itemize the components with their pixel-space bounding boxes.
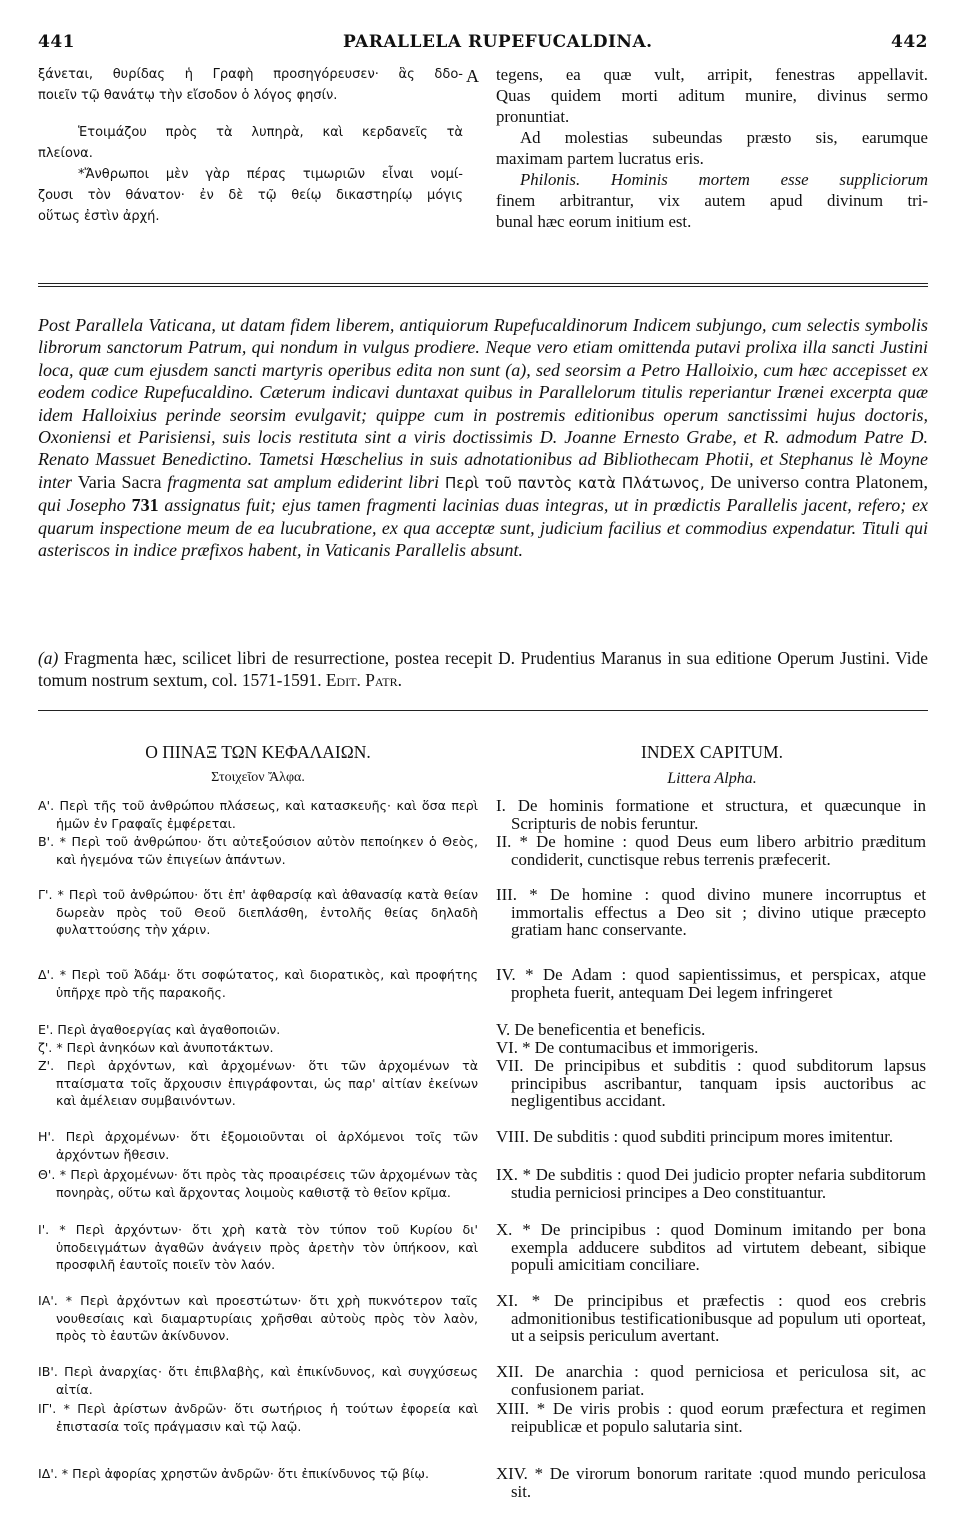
greek-index-heading: Ο ΠΙΝΑΞ ΤΩΝ ΚΕΦΑΛΑΙΩΝ.: [145, 742, 371, 762]
latin-index-entry: IV. * De Adam : quod sapientissimus, et perspicax, atque propheta fuerit, antequam Dei legem infringeret: [496, 965, 926, 1002]
latin-index-entry: II. * De homine : quod Deus eum libero arbitrio præditum condiderit, cunctisque rebus terrenis præfecerit.: [496, 832, 926, 869]
latin-line: Ad molestias subeundas præsto sis, earumque: [520, 128, 928, 147]
greek-index-entry: ζ'. * Περὶ ἀνηκόων καὶ ἀνυποτάκτων.: [38, 1040, 274, 1055]
latin-index-entry: XIII. * De viris probis : quod eorum præfectura et regimen reipublicæ et populo salutaria sint.: [496, 1399, 926, 1436]
margin-marker-a: A: [466, 66, 479, 86]
greek-line: ξάνεται, θυρίδας ἡ Γραφὴ προσηγόρευσεν· ἃς δδο-: [38, 67, 463, 82]
intro-paragraph: [38, 314, 928, 561]
latin-line: [496, 169, 928, 190]
latin-index-entry: I. De hominis formatione et structura, et quæcunque in Scripturis de nobis feruntur.: [496, 796, 926, 833]
greek-index-entry: Δ'. * Περὶ τοῦ Ἀδάμ· ὅτι σοφώτατος, καὶ διορατικὸς, καὶ προφήτης ὑπῆρχε πρὸ τῆς παρακοῆς.: [38, 967, 478, 1000]
intro-text-1: Post Parallela Vaticana, ut datam fidem liberem, antiquiorum Rupefucaldinorum Indicem subjungo, cum selectis symbolis librorum sanctorum Patrum, qui nondum in vulgus prodiere. Neque vero etiam omittenda putavi prolixa illa sancti Justini loca, quæ cum ejusdem sancti martyris operibus edita non sunt (a), sed seorsim a Petro Halloixio, cum hæc accepisset ex eodem codice Rupefucaldino. Cæterum indicavi duntaxat quibus in Parallelorum titulis reperiantur Irænei excerpta quæ idem Halloixius perinde seorsim evulgavit; quippe cum in postremis editionibus operum sanctissimi hujus doctoris, Oxoniensi et Parisiensi, suis locis restituta sint a viris doctissimis D. Joanne Ernesto Grabe, et R. admodum Patre D. Renato Massuet Benedictino. Tametsi Hœschelius in suis adnotationibus ad Bibliothecam Photii, et Stephanus lè Moyne inter: [38, 315, 928, 492]
greek-line: οὕτως ἐστὶν ἀρχή.: [38, 209, 160, 224]
latin-index-entry: X. * De principibus : quod Dominum imitando per bona exempla adducere subditos ad virtutem debeant, sibique populi amicitiam conciliare.: [496, 1220, 926, 1275]
greek-index-entry: Ι'. * Περὶ ἀρχόντων· ὅτι χρὴ κατὰ τὸν τύπον τοῦ Κυρίου δι' ὑποδειγμάτων ἀγαθῶν ἀνάγειν πρὸς ἀρετὴν τὸν ὑπήκοον, καὶ προσφιλῆ ἑαυτοῖς ποιεῖν τὸν λαόν.: [38, 1222, 478, 1273]
greek-index-entry: Α'. Περὶ τῆς τοῦ ἀνθρώπου πλάσεως, καὶ κατασκευῆς· καὶ ὅσα περὶ ἡμῶν ἐν Γραφαῖς ἐμφέρεται.: [38, 798, 478, 831]
latin-index-entry: VII. De principibus et subditis : quod subditorum lapsus principibus ascribantur, tanquam ipsis auctoribus ac negligentibus accidant.: [496, 1056, 926, 1111]
greek-index-entry: Η'. Περὶ ἀρχομένων· ὅτι ἐξομοιοῦνται οἱ ἀρΧόμενοι τοῖς τῶν ἀρχόντων ἤθεσιν.: [38, 1129, 478, 1162]
latin-line: pronuntiat.: [496, 107, 570, 126]
page-number-right: 442: [891, 32, 928, 52]
page-number-left: 441: [38, 32, 75, 52]
top-latin-column: [496, 64, 928, 232]
greek-index-entry: Γ'. * Περὶ τοῦ ἀνθρώπου· ὅτι ἐπ' ἀφθαρσίᾳ καὶ ἀθανασίᾳ κατὰ θείαν δωρεὰν πρὸς τοῦ Θεοῦ διεπλάσθη, ἐντολῆς θείας δηλαδὴ φυλαττούσης τὴν χάριν.: [38, 887, 478, 938]
divider-double: [38, 283, 928, 287]
latin-index-entry: XI. * De principibus et præfectis : quod eos crebris admonitionibus testificationibusque ad populum uti oporteat, ut a seipsis periculum avertant.: [496, 1291, 926, 1346]
footnote-mark: (a): [38, 648, 59, 668]
intro-text-2: fragmenta sat amplum ediderint libri: [167, 471, 440, 492]
greek-index-entry: Ε'. Περὶ ἀγαθοεργίας καὶ ἀγαθοποιῶν.: [38, 1022, 281, 1037]
latin-index-entry: IX. * De subditis : quod Dei judicio propter nefaria subditorum studia perniciosi principes a Deo constituantur.: [496, 1165, 926, 1202]
greek-index-entry: Θ'. * Περὶ ἀρχομένων· ὅτι πρὸς τὰς προαιρέσεις τῶν ἀρχομένων τὰς πονηρὰς, οὕτω καὶ ἄρχοντας λοιμοὺς καθιστᾷ τὸ θεῖον κρῖμα.: [38, 1167, 478, 1200]
latin-line: tegens, ea quæ vult, arripit, fenestras appellavit.: [496, 65, 928, 84]
greek-line: ποιεῖν τῷ θανάτῳ τὴν εἴσοδον ὁ λόγος φησίν.: [38, 88, 338, 103]
greek-index-entry: Β'. * Περὶ τοῦ ἀνθρώπου· ὅτι αὐτεξούσιον αὐτὸν πεποίηκεν ὁ Θεὸς, καὶ ἡγεμόνα τῶν ἐπιγείων ἁπάντων.: [38, 834, 478, 867]
greek-line: *Ἄνθρωποι μὲν γὰρ πέρας τιμωριῶν εἶναι νομί-: [78, 167, 463, 182]
latin-index-entry: XII. De anarchia : quod perniciosa et periculosa sit, ac confusionem pariat.: [496, 1362, 926, 1399]
latin-index-subheading: Littera Alpha.: [667, 770, 757, 787]
footnote-editor: Edit. Patr.: [325, 669, 402, 690]
latin-index-entry: VI. * De contumacibus et immorigeris.: [496, 1038, 759, 1057]
greek-index-entry: ΙΔ'. * Περὶ ἀφορίας χρηστῶν ἀνδρῶν· ὅτι ἐπικίνδυνος τῷ βίῳ.: [38, 1466, 429, 1481]
intro-text-3: qui Josepho: [38, 495, 126, 516]
divider-rule: [38, 710, 928, 711]
greek-line: ζουσι τὸν θάνατον· ἐν δὲ τῷ θείῳ δικαστηρίῳ μόγις: [38, 188, 463, 203]
greek-index-entry: ΙΒ'. Περὶ ἀναρχίας· ὅτι ἐπιβλαβὴς, καὶ ἐπικίνδυνος, καὶ συγχύσεως αἰτία.: [38, 1364, 478, 1397]
latin-index-entry: XIV. * De virorum bonorum raritate :quod mundo periculosa sit.: [496, 1464, 926, 1501]
greek-line: Ἑτοιμάζου πρὸς τὰ λυπηρὰ, καὶ κερδανεῖς τὰ: [78, 125, 463, 140]
latin-index-entry: III. * De homine : quod divino munere incorruptus et immortalis effectus a Deo sit ; divino utique præcepto gratiam hanc conservante.: [496, 885, 926, 940]
intro-greek-title: Περὶ τοῦ παντὸς κατὰ Πλάτωνος,: [444, 473, 705, 492]
greek-index-entry: Ζ'. Περὶ ἀρχόντων, καὶ ἀρχομένων· ὅτι τῶν ἀρχομένων τὰ πταίσματα τοῖς ἄρχουσιν ἐπιγράφονται, ὡς παρ' αἰτίαν ἐκείνων καὶ ἀμέλειαν συμβαινόντων.: [38, 1058, 478, 1109]
latin-line: maximam partem lucratus eris.: [496, 149, 704, 168]
intro-text-4: assignatus fuit; ejus tamen fragmenti lacinias duas integras, ut in prœdictis Parallelis jacent, refero; ex quarum inspectione meum de ea lucubratione, ex qua acceptæ sunt, judicium facilius et commodius expendatur. Tituli qui asteriscos in indice præfixos habent, in Vaticanis Parallelis absunt.: [38, 495, 929, 561]
greek-index-entry: ΙΑ'. * Περὶ ἀρχόντων καὶ προεστώτων· ὅτι χρὴ πυκνότερον ταῖς νουθεσίαις καὶ διαμαρτυρίαις χρῆσθαι αὐτοὺς πρὸς τὸν λαὸν, πρὸς τὸ ἑαυτῶν ἀκίνδυνον.: [38, 1293, 478, 1344]
intro-varia-sacra: Varia Sacra: [77, 471, 162, 492]
latin-line: finem arbitrantur, vix autem apud divinum tri-: [496, 191, 928, 210]
intro-de-universo: De universo contra Platonem,: [710, 471, 929, 492]
latin-index-entry: VIII. De subditis : quod subditi principum mores imitentur.: [496, 1127, 894, 1146]
greek-index-entry: ΙΓ'. * Περὶ ἀρίστων ἀνδρῶν· ὅτι σωτήριος ἡ τούτων ἐφορεία καὶ ἐπιστασία τοῖς πράγμασιν καὶ τῷ λαῷ.: [38, 1401, 478, 1434]
latin-line-italic: Philonis. Hominis mortem esse suppliciorum: [520, 170, 928, 189]
latin-index-heading: INDEX CAPITUM.: [641, 742, 783, 762]
intro-number: 731: [131, 495, 159, 516]
latin-line: bunal hæc eorum initium est.: [496, 212, 692, 231]
greek-line: πλείονα.: [38, 146, 93, 161]
running-title: PARALLELA RUPEFUCALDINA.: [343, 32, 653, 52]
running-head: [38, 32, 928, 56]
latin-index-entry: V. De beneficentia et beneficis.: [496, 1020, 706, 1039]
top-greek-column: [38, 64, 463, 227]
greek-index-subheading: Στοιχεῖον Ἄλφα.: [211, 770, 305, 785]
footnote: [38, 648, 928, 691]
latin-line: Quas quidem morti aditum munire, divinus sermo: [496, 86, 928, 105]
footnote-text: Fragmenta hæc, scilicet libri de resurrectione, postea recepit D. Prudentius Maranus in sua editione Operum Justini. Vide tomum nostrum sextum, col. 1571-1591.: [38, 648, 928, 690]
